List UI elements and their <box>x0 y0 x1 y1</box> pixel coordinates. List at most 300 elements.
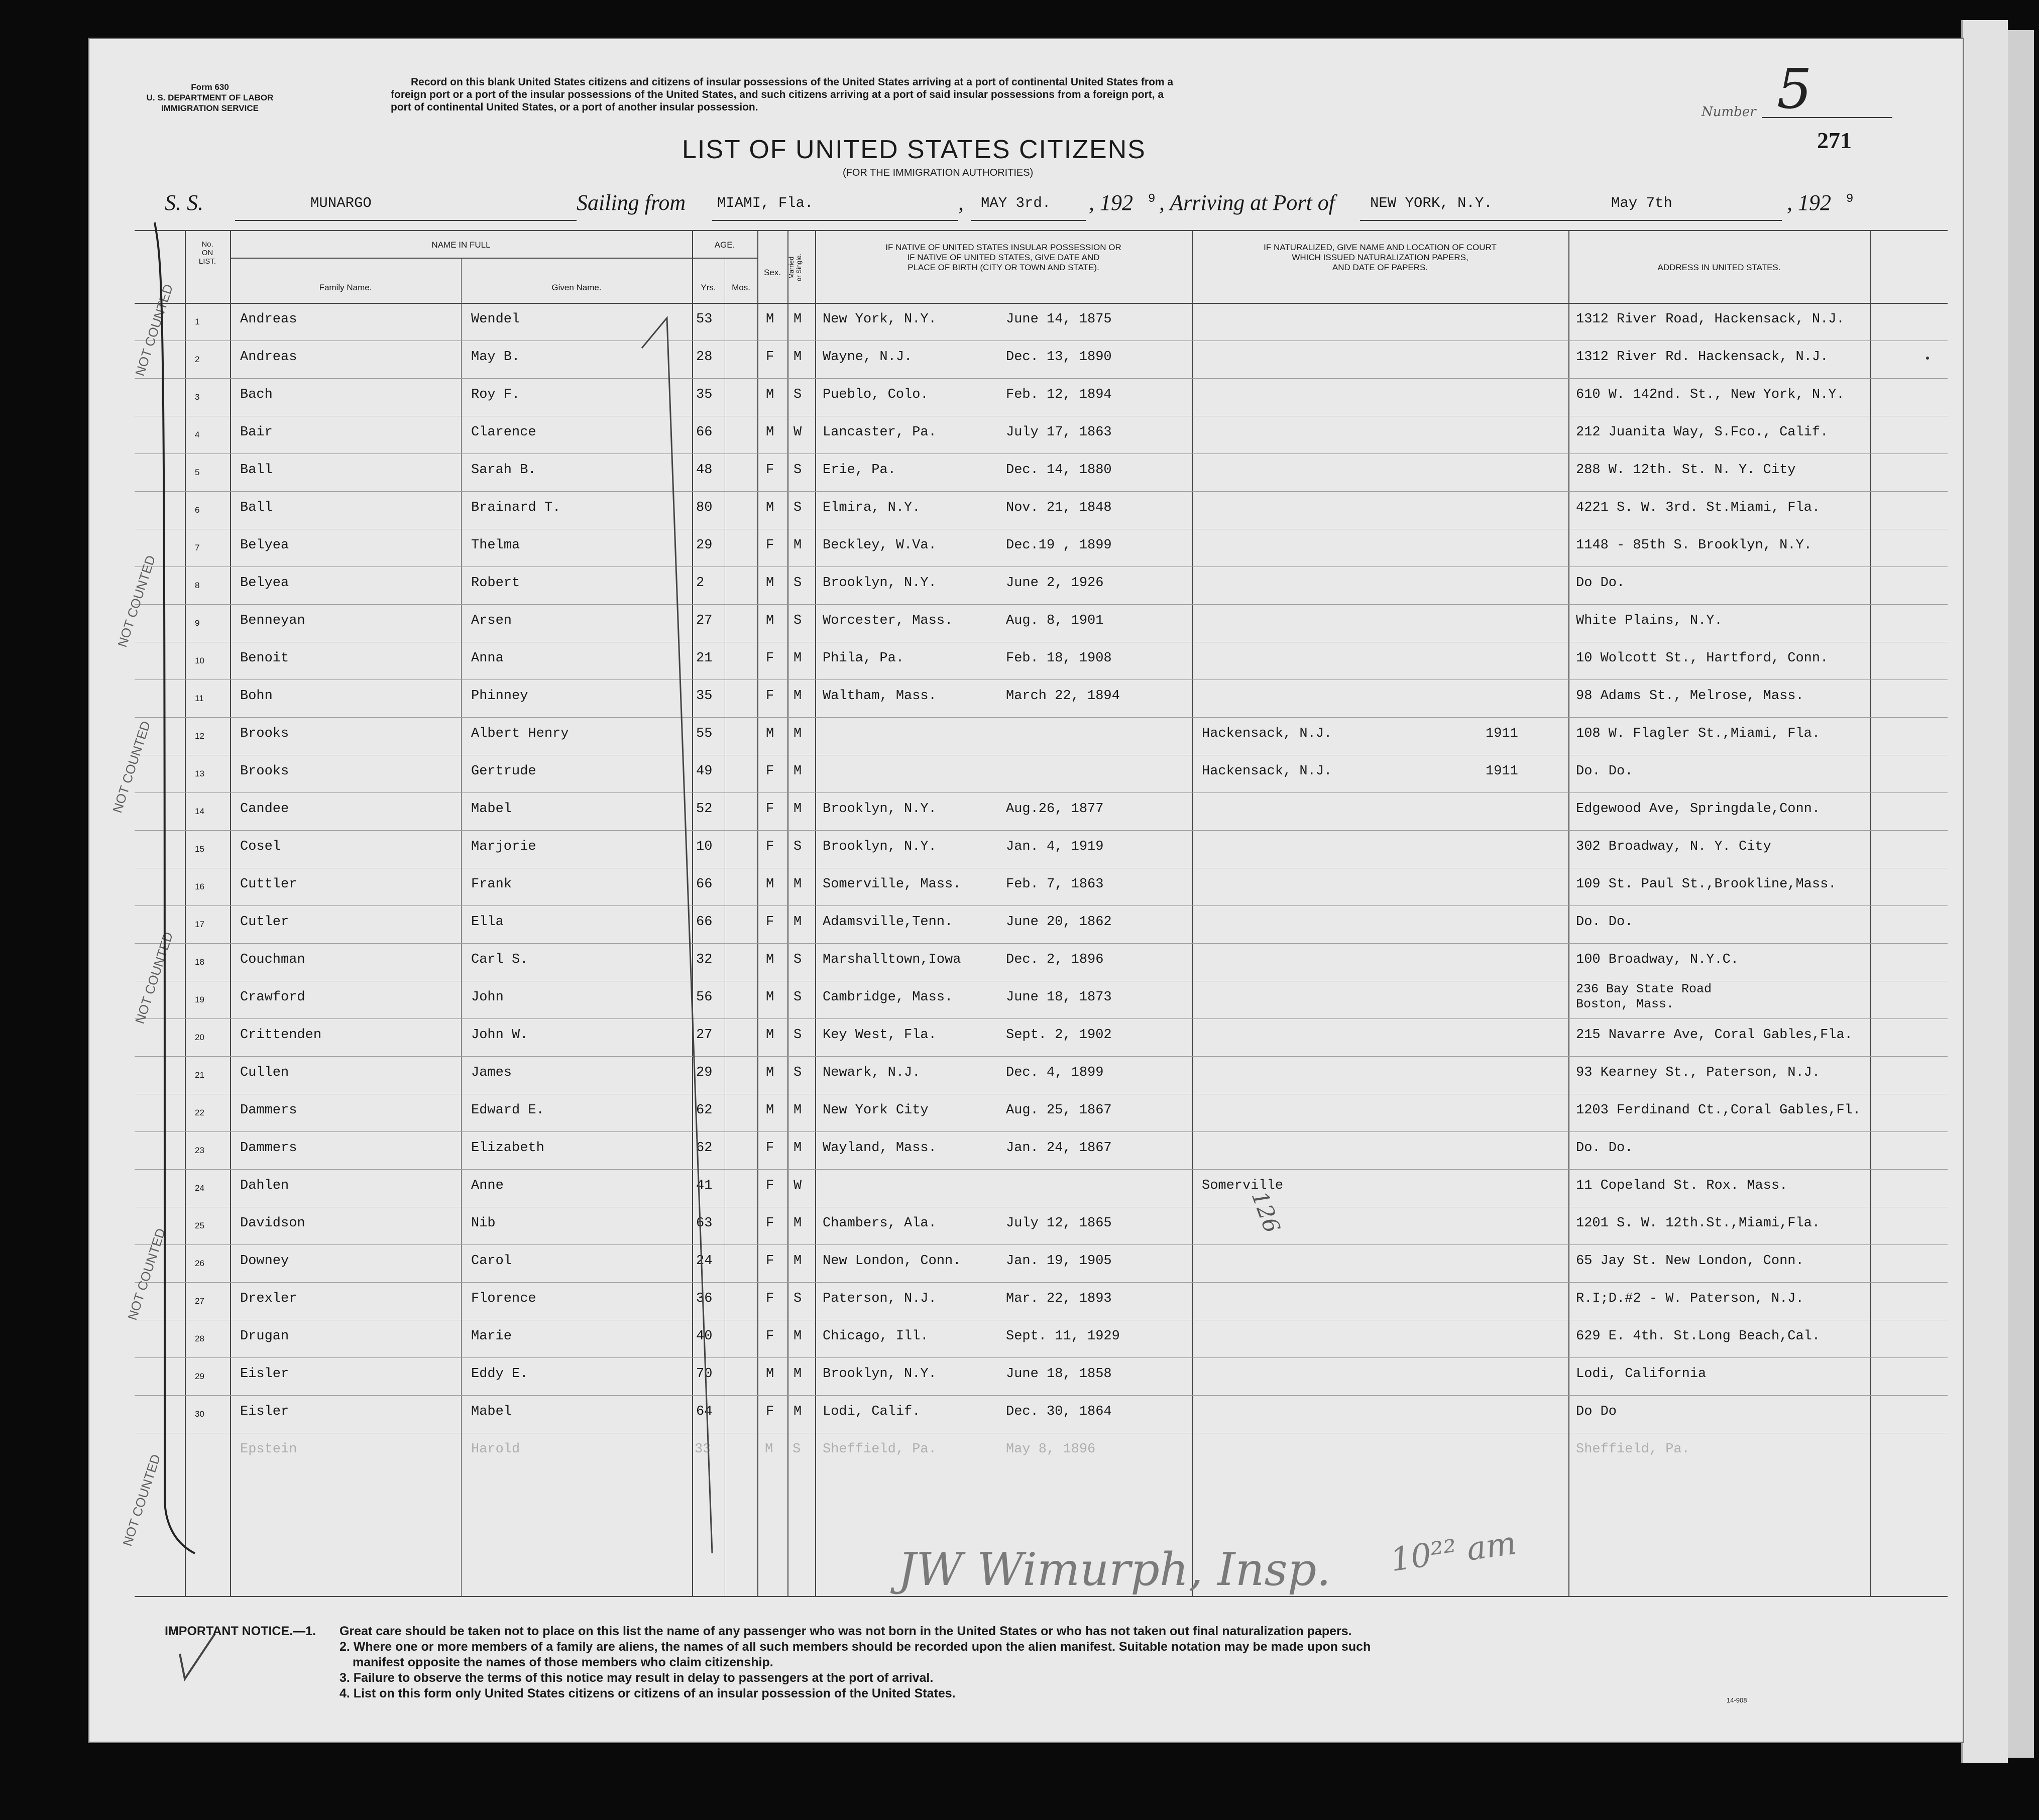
given-name-cell: James <box>471 1065 512 1080</box>
not-counted-stamp-2: NOT COUNTED <box>115 553 159 649</box>
address-cell: 1203 Ferdinand Ct.,Coral Gables,Fl. <box>1576 1103 1861 1118</box>
address-cell: 629 E. 4th. St.Long Beach,Cal. <box>1576 1329 1821 1344</box>
birthplace-cell: Paterson, N.J. <box>823 1291 937 1306</box>
annotation-marks <box>135 67 1948 1724</box>
family-name-cell: Eisler <box>240 1404 289 1419</box>
rownum-cell: 3 <box>195 392 200 402</box>
address-cell: Lodi, California <box>1576 1367 1707 1382</box>
birthplace-cell: Lancaster, Pa. <box>823 425 937 440</box>
age-cell: 35 <box>696 689 713 704</box>
struck-given: Harold <box>471 1442 520 1457</box>
rownum-cell: 20 <box>195 1033 204 1042</box>
preamble-line-1: Record on this blank United States citizens and citizens of insular possessions of the United States arriving at a port of continental United States from a <box>411 76 1174 88</box>
rownum-cell: 4 <box>195 430 200 439</box>
not-counted-stamp-6: NOT COUNTED <box>120 1452 164 1548</box>
family-name-cell: Benneyan <box>240 613 305 628</box>
age-cell: 66 <box>696 425 713 440</box>
birthdate-cell: Dec. 30, 1864 <box>1006 1404 1112 1419</box>
preamble-line-3: port of continental United States, or a port of another insular possession. <box>391 101 758 113</box>
birthdate-cell: Sept. 11, 1929 <box>1006 1329 1120 1344</box>
rownum-cell: 19 <box>195 995 204 1004</box>
rownum-cell: 22 <box>195 1108 204 1117</box>
marital-status-cell: S <box>794 576 802 591</box>
naturalization-court-cell: Hackensack, N.J. <box>1202 764 1332 779</box>
rownum-cell: 25 <box>195 1221 204 1230</box>
marital-status-cell: M <box>794 651 802 666</box>
marital-status-cell: S <box>794 613 802 628</box>
number-label: Number <box>1702 104 1756 120</box>
birthplace-cell: Key West, Fla. <box>823 1028 937 1043</box>
marital-status-cell: M <box>794 802 802 817</box>
sail-year: 9 <box>1148 192 1156 206</box>
given-name-cell: Albert Henry <box>471 726 569 741</box>
birthdate-cell: June 2, 1926 <box>1006 576 1104 591</box>
rownum-cell: 9 <box>195 618 200 628</box>
birthdate-cell: Aug.26, 1877 <box>1006 802 1104 817</box>
marital-status-cell: W <box>794 1178 802 1193</box>
rownum-cell: 2 <box>195 355 200 364</box>
birthplace-cell: Brooklyn, N.Y. <box>823 576 937 591</box>
marital-status-cell: M <box>794 1216 802 1231</box>
birthplace-cell: Lodi, Calif. <box>823 1404 921 1419</box>
rownum-cell: 24 <box>195 1183 204 1193</box>
notice-item-3: 3. Failure to observe the terms of this notice may result in delay to passengers at the port of arrival. <box>339 1671 934 1685</box>
given-name-cell: Anna <box>471 651 504 666</box>
family-name-cell: Bair <box>240 425 273 440</box>
rownum-cell: 5 <box>195 468 200 477</box>
given-name-cell: Wendel <box>471 312 520 327</box>
birthdate-cell: Aug. 8, 1901 <box>1006 613 1104 628</box>
notice-item-1: Great care should be taken not to place on this list the name of any passenger who was not born in the United States or who has not taken out final naturalization papers. <box>339 1624 1352 1638</box>
arrive-year-prefix: , 192 <box>1787 190 1831 215</box>
header-given-name: Given Name. <box>551 283 602 292</box>
given-name-cell: Roy F. <box>471 387 520 402</box>
age-cell: 70 <box>696 1367 713 1382</box>
age-cell: 40 <box>696 1329 713 1344</box>
age-cell: 55 <box>696 726 713 741</box>
birthdate-cell: Feb. 12, 1894 <box>1006 387 1112 402</box>
birthdate-cell: Feb. 18, 1908 <box>1006 651 1112 666</box>
birthdate-cell: Sept. 2, 1902 <box>1006 1028 1112 1043</box>
port-to: NEW YORK, N.Y. <box>1370 195 1493 211</box>
address-cell: Do. Do. <box>1576 764 1633 779</box>
marital-status-cell: W <box>794 425 802 440</box>
family-name-cell: Andreas <box>240 312 297 327</box>
sex-cell: F <box>766 651 774 666</box>
page-mark: 126 <box>1246 1188 1285 1236</box>
header-no-on-list: No. ON LIST. <box>198 240 216 266</box>
time-note: 10²² am <box>1388 1524 1519 1579</box>
family-name-cell: Drexler <box>240 1291 297 1306</box>
age-cell: 29 <box>696 538 713 553</box>
sex-cell: F <box>766 802 774 817</box>
form-number: Form 630 <box>191 82 229 92</box>
family-name-cell: Dammers <box>240 1141 297 1156</box>
sail-date: MAY 3rd. <box>981 195 1051 211</box>
birthdate-cell: Dec. 4, 1899 <box>1006 1065 1104 1080</box>
birthdate-cell: March 22, 1894 <box>1006 689 1120 704</box>
sex-cell: F <box>766 1404 774 1419</box>
address-cell: 236 Bay State Road Boston, Mass. <box>1576 982 1712 1011</box>
birthplace-cell: Newark, N.J. <box>823 1065 921 1080</box>
birthdate-cell: Feb. 7, 1863 <box>1006 877 1104 892</box>
given-name-cell: Florence <box>471 1291 536 1306</box>
sex-cell: M <box>766 613 774 628</box>
age-cell: 53 <box>696 312 713 327</box>
sail-year-prefix: , 192 <box>1089 190 1133 215</box>
naturalization-year-cell: 1911 <box>1486 726 1518 741</box>
struck-birthdate: May 8, 1896 <box>1006 1442 1096 1457</box>
given-name-cell: Ella <box>471 915 504 930</box>
marital-status-cell: S <box>794 463 802 478</box>
naturalization-court-cell: Somerville <box>1202 1178 1284 1193</box>
marital-status-cell: M <box>794 1367 802 1382</box>
birthplace-cell: Brooklyn, N.Y. <box>823 802 937 817</box>
given-name-cell: Mabel <box>471 802 512 817</box>
header-age: AGE. <box>714 240 735 250</box>
birthplace-cell: Chicago, Ill. <box>823 1329 929 1344</box>
not-counted-stamp-1: NOT COUNTED <box>132 282 176 378</box>
given-name-cell: Eddy E. <box>471 1367 528 1382</box>
birthplace-cell: Brooklyn, N.Y. <box>823 839 937 854</box>
manifest-document <box>109 57 1948 1724</box>
age-cell: 35 <box>696 387 713 402</box>
age-cell: 80 <box>696 500 713 515</box>
given-name-cell: Brainard T. <box>471 500 561 515</box>
given-name-cell: Anne <box>471 1178 504 1193</box>
marital-status-cell: M <box>794 312 802 327</box>
port-from: MIAMI, Fla. <box>717 195 814 211</box>
family-name-cell: Andreas <box>240 350 297 365</box>
marital-status-cell: M <box>794 726 802 741</box>
address-cell: 11 Copeland St. Rox. Mass. <box>1576 1178 1788 1193</box>
rownum-cell: 28 <box>195 1334 204 1343</box>
header-naturalized: IF NATURALIZED, GIVE NAME AND LOCATION OF COURT WHICH ISSUED NATURALIZATION PAPERS, AND DATE OF PAPERS. <box>1264 243 1497 272</box>
form-subtitle: (FOR THE IMMIGRATION AUTHORITIES) <box>843 167 1034 178</box>
birthplace-cell: Marshalltown,Iowa <box>823 952 961 967</box>
header-birth: IF NATIVE OF UNITED STATES INSULAR POSSESSION OR IF NATIVE OF UNITED STATES, GIVE DATE AND PLACE OF BIRTH (CITY OR TOWN AND STATE). <box>885 243 1121 272</box>
age-cell: 36 <box>696 1291 713 1306</box>
family-name-cell: Dahlen <box>240 1178 289 1193</box>
birthdate-cell: Mar. 22, 1893 <box>1006 1291 1112 1306</box>
page-edge-middle <box>1961 20 2008 1763</box>
sex-cell: M <box>766 726 774 741</box>
birthdate-cell: June 18, 1858 <box>1006 1367 1112 1382</box>
marital-status-cell: M <box>794 1404 802 1419</box>
address-cell: 93 Kearney St., Paterson, N.J. <box>1576 1065 1821 1080</box>
address-cell: 108 W. Flagler St.,Miami, Fla. <box>1576 726 1821 741</box>
sex-cell: M <box>766 576 774 591</box>
service-name: IMMIGRATION SERVICE <box>161 103 259 113</box>
birthdate-cell: June 18, 1873 <box>1006 990 1112 1005</box>
rownum-cell: 1 <box>195 317 200 326</box>
address-cell: 288 W. 12th. St. N. Y. City <box>1576 463 1796 478</box>
sex-cell: F <box>766 538 774 553</box>
struck-age: 33 <box>695 1442 711 1457</box>
age-cell: 29 <box>696 1065 713 1080</box>
birthdate-cell: Dec. 14, 1880 <box>1006 463 1112 478</box>
family-name-cell: Bach <box>240 387 273 402</box>
inspector-signature: JW Wimurph, Insp. <box>898 1543 1331 1596</box>
birthdate-cell: July 17, 1863 <box>1006 425 1112 440</box>
sex-cell: M <box>766 387 774 402</box>
arrive-date: May 7th <box>1611 195 1672 211</box>
given-name-cell: John <box>471 990 504 1005</box>
family-name-cell: Downey <box>240 1254 289 1269</box>
print-code: 14-908 <box>1727 1696 1747 1704</box>
address-cell: Edgewood Ave, Springdale,Conn. <box>1576 802 1821 817</box>
family-name-cell: Bohn <box>240 689 273 704</box>
family-name-cell: Davidson <box>240 1216 305 1231</box>
address-cell: 1312 River Road, Hackensack, N.J. <box>1576 312 1845 327</box>
rownum-cell: 8 <box>195 581 200 590</box>
address-cell: 302 Broadway, N. Y. City <box>1576 839 1771 854</box>
age-cell: 2 <box>696 576 705 591</box>
age-cell: 27 <box>696 1028 713 1043</box>
address-cell: R.I;D.#2 - W. Paterson, N.J. <box>1576 1291 1804 1306</box>
address-cell: Do Do <box>1576 1404 1617 1419</box>
family-name-cell: Crittenden <box>240 1028 322 1043</box>
sail-year-prefix-text: 192 <box>1100 190 1133 215</box>
rownum-cell: 17 <box>195 920 204 929</box>
comma-1: , <box>958 190 964 215</box>
birthdate-cell: Jan. 19, 1905 <box>1006 1254 1112 1269</box>
family-name-cell: Cuttler <box>240 877 297 892</box>
sailing-label: Sailing from <box>577 190 686 215</box>
birthplace-cell: New London, Conn. <box>823 1254 961 1269</box>
given-name-cell: Edward E. <box>471 1103 544 1118</box>
rownum-cell: 30 <box>195 1409 204 1419</box>
given-name-cell: Elizabeth <box>471 1141 544 1156</box>
marital-status-cell: M <box>794 1254 802 1269</box>
address-cell: White Plains, N.Y. <box>1576 613 1723 628</box>
rownum-cell: 15 <box>195 844 204 854</box>
address-cell: 610 W. 142nd. St., New York, N.Y. <box>1576 387 1845 402</box>
rownum-cell: 11 <box>195 694 204 703</box>
sex-cell: F <box>766 1178 774 1193</box>
birthplace-cell: Somerville, Mass. <box>823 877 961 892</box>
birthplace-cell: Waltham, Mass. <box>823 689 937 704</box>
sex-cell: M <box>766 1367 774 1382</box>
notice-item-2-cont: manifest opposite the names of those members who claim citizenship. <box>353 1655 773 1669</box>
naturalization-court-cell: Hackensack, N.J. <box>1202 726 1332 741</box>
age-cell: 28 <box>696 350 713 365</box>
marital-status-cell: S <box>794 1291 802 1306</box>
sex-cell: M <box>766 500 774 515</box>
age-cell: 10 <box>696 839 713 854</box>
address-cell: 98 Adams St., Melrose, Mass. <box>1576 689 1804 704</box>
given-name-cell: May B. <box>471 350 520 365</box>
age-cell: 63 <box>696 1216 713 1231</box>
rownum-cell: 18 <box>195 957 204 967</box>
age-cell: 64 <box>696 1404 713 1419</box>
marital-status-cell: S <box>794 1028 802 1043</box>
address-cell: 100 Broadway, N.Y.C. <box>1576 952 1739 967</box>
rownum-cell: 7 <box>195 543 200 552</box>
sex-cell: M <box>766 1028 774 1043</box>
age-cell: 49 <box>696 764 713 779</box>
marital-status-cell: M <box>794 877 802 892</box>
birthdate-cell: July 12, 1865 <box>1006 1216 1112 1231</box>
given-name-cell: Marie <box>471 1329 512 1344</box>
not-counted-stamp-3: NOT COUNTED <box>109 719 154 815</box>
rownum-cell: 29 <box>195 1372 204 1381</box>
family-name-cell: Brooks <box>240 764 289 779</box>
given-name-cell: Robert <box>471 576 520 591</box>
notice-body <box>339 1624 1921 1701</box>
given-name-cell: Mabel <box>471 1404 512 1419</box>
header-mos: Mos. <box>732 283 750 292</box>
marital-status-cell: M <box>794 350 802 365</box>
sex-cell: M <box>766 312 774 327</box>
family-name-cell: Benoit <box>240 651 289 666</box>
address-cell: 109 St. Paul St.,Brookline,Mass. <box>1576 877 1837 892</box>
birthplace-cell: Chambers, Ala. <box>823 1216 937 1231</box>
rownum-cell: 10 <box>195 656 204 665</box>
age-cell: 48 <box>696 463 713 478</box>
sex-cell: F <box>766 915 774 930</box>
age-cell: 32 <box>696 952 713 967</box>
struck-sex: M <box>765 1442 773 1457</box>
given-name-cell: John W. <box>471 1028 528 1043</box>
birthplace-cell: Wayne, N.J. <box>823 350 913 365</box>
marital-status-cell: S <box>794 1065 802 1080</box>
family-name-cell: Dammers <box>240 1103 297 1118</box>
birthplace-cell: Pueblo, Colo. <box>823 387 929 402</box>
family-name-cell: Cosel <box>240 839 281 854</box>
notice-item-4: 4. List on this form only United States citizens or citizens of an insular possession of the United States. <box>339 1686 956 1700</box>
birthdate-cell: Dec. 13, 1890 <box>1006 350 1112 365</box>
marital-status-cell: S <box>794 990 802 1005</box>
family-name-cell: Ball <box>240 463 273 478</box>
ship-name: MUNARGO <box>310 195 372 211</box>
not-counted-stamp-4: NOT COUNTED <box>132 930 176 1026</box>
marital-status-cell: S <box>794 952 802 967</box>
address-cell: 4221 S. W. 3rd. St.Miami, Fla. <box>1576 500 1821 515</box>
sex-cell: M <box>766 952 774 967</box>
age-cell: 24 <box>696 1254 713 1269</box>
family-name-cell: Cutler <box>240 915 289 930</box>
family-name-cell: Eisler <box>240 1367 289 1382</box>
struck-birthplace: Sheffield, Pa. <box>823 1442 937 1457</box>
header-address: ADDRESS IN UNITED STATES. <box>1657 263 1781 272</box>
age-cell: 27 <box>696 613 713 628</box>
birthplace-cell: New York City <box>823 1103 929 1118</box>
sex-cell: F <box>766 764 774 779</box>
family-name-cell: Belyea <box>240 576 289 591</box>
sex-cell: M <box>766 425 774 440</box>
arrive-year: 9 <box>1846 192 1854 206</box>
header-yrs: Yrs. <box>701 283 716 292</box>
rownum-cell: 23 <box>195 1146 204 1155</box>
given-name-cell: Arsen <box>471 613 512 628</box>
ss-label: S. S. <box>165 190 203 215</box>
given-name-cell: Carl S. <box>471 952 528 967</box>
family-name-cell: Candee <box>240 802 289 817</box>
address-cell: Do. Do. <box>1576 915 1633 930</box>
age-cell: 56 <box>696 990 713 1005</box>
sex-cell: F <box>766 1329 774 1344</box>
birthplace-cell: Wayland, Mass. <box>823 1141 937 1156</box>
birthplace-cell: Adamsville,Tenn. <box>823 915 953 930</box>
birthdate-cell: Jan. 24, 1867 <box>1006 1141 1112 1156</box>
birthdate-cell: June 14, 1875 <box>1006 312 1112 327</box>
birthplace-cell: New York, N.Y. <box>823 312 937 327</box>
given-name-cell: Frank <box>471 877 512 892</box>
age-cell: 66 <box>696 915 713 930</box>
sex-cell: F <box>766 1291 774 1306</box>
birthplace-cell: Phila, Pa. <box>823 651 904 666</box>
department-name: U. S. DEPARTMENT OF LABOR <box>146 93 274 102</box>
birthplace-cell: Brooklyn, N.Y. <box>823 1367 937 1382</box>
header-family-name: Family Name. <box>319 283 372 292</box>
birthplace-cell: Worcester, Mass. <box>823 613 953 628</box>
not-counted-stamp-5: NOT COUNTED <box>125 1226 169 1322</box>
struck-ms: S <box>792 1442 801 1457</box>
birthplace-cell: Cambridge, Mass. <box>823 990 953 1005</box>
family-name-cell: Brooks <box>240 726 289 741</box>
sex-cell: M <box>766 990 774 1005</box>
birthdate-cell: Dec.19 , 1899 <box>1006 538 1112 553</box>
birthplace-cell: Beckley, W.Va. <box>823 538 937 553</box>
age-cell: 21 <box>696 651 713 666</box>
family-name-cell: Ball <box>240 500 273 515</box>
age-cell: 41 <box>696 1178 713 1193</box>
marital-status-cell: M <box>794 1329 802 1344</box>
sex-cell: F <box>766 350 774 365</box>
manifest-sheet <box>88 38 1964 1743</box>
family-name-cell: Cullen <box>240 1065 289 1080</box>
marital-status-cell: M <box>794 689 802 704</box>
rownum-cell: 13 <box>195 769 204 778</box>
marital-status-cell: M <box>794 1103 802 1118</box>
sex-cell: F <box>766 839 774 854</box>
form-title: LIST OF UNITED STATES CITIZENS <box>682 135 1146 164</box>
header-sex: Sex. <box>763 268 781 277</box>
age-cell: 52 <box>696 802 713 817</box>
age-cell: 62 <box>696 1141 713 1156</box>
given-name-cell: Gertrude <box>471 764 536 779</box>
naturalization-year-cell: 1911 <box>1486 764 1518 779</box>
sex-cell: F <box>766 1216 774 1231</box>
sex-cell: M <box>766 877 774 892</box>
sex-cell: M <box>766 1065 774 1080</box>
address-cell: 10 Wolcott St., Hartford, Conn. <box>1576 651 1829 666</box>
arrive-year-prefix-text: 192 <box>1798 190 1831 215</box>
list-number: 5 <box>1777 57 1812 121</box>
header-name-in-full: NAME IN FULL <box>431 240 491 250</box>
page-number: 271 <box>1817 128 1852 153</box>
sex-cell: F <box>766 463 774 478</box>
birthdate-cell: Aug. 25, 1867 <box>1006 1103 1112 1118</box>
marital-status-cell: M <box>794 1141 802 1156</box>
marital-status-cell: S <box>794 500 802 515</box>
address-cell: Do Do. <box>1576 576 1625 591</box>
family-name-cell: Crawford <box>240 990 305 1005</box>
rownum-cell: 6 <box>195 505 200 515</box>
given-name-cell: Marjorie <box>471 839 536 854</box>
given-name-cell: Nib <box>471 1216 496 1231</box>
address-cell: 65 Jay St. New London, Conn. <box>1576 1254 1804 1269</box>
rownum-cell: 16 <box>195 882 204 891</box>
struck-family: Epstein <box>240 1442 297 1457</box>
rownum-cell: 21 <box>195 1070 204 1080</box>
address-cell: 1312 River Rd. Hackensack, N.J. <box>1576 350 1829 365</box>
address-cell: 1148 - 85th S. Brooklyn, N.Y. <box>1576 538 1812 553</box>
given-name-cell: Clarence <box>471 425 536 440</box>
rownum-cell: 12 <box>195 731 204 741</box>
birthplace-cell: Erie, Pa. <box>823 463 896 478</box>
